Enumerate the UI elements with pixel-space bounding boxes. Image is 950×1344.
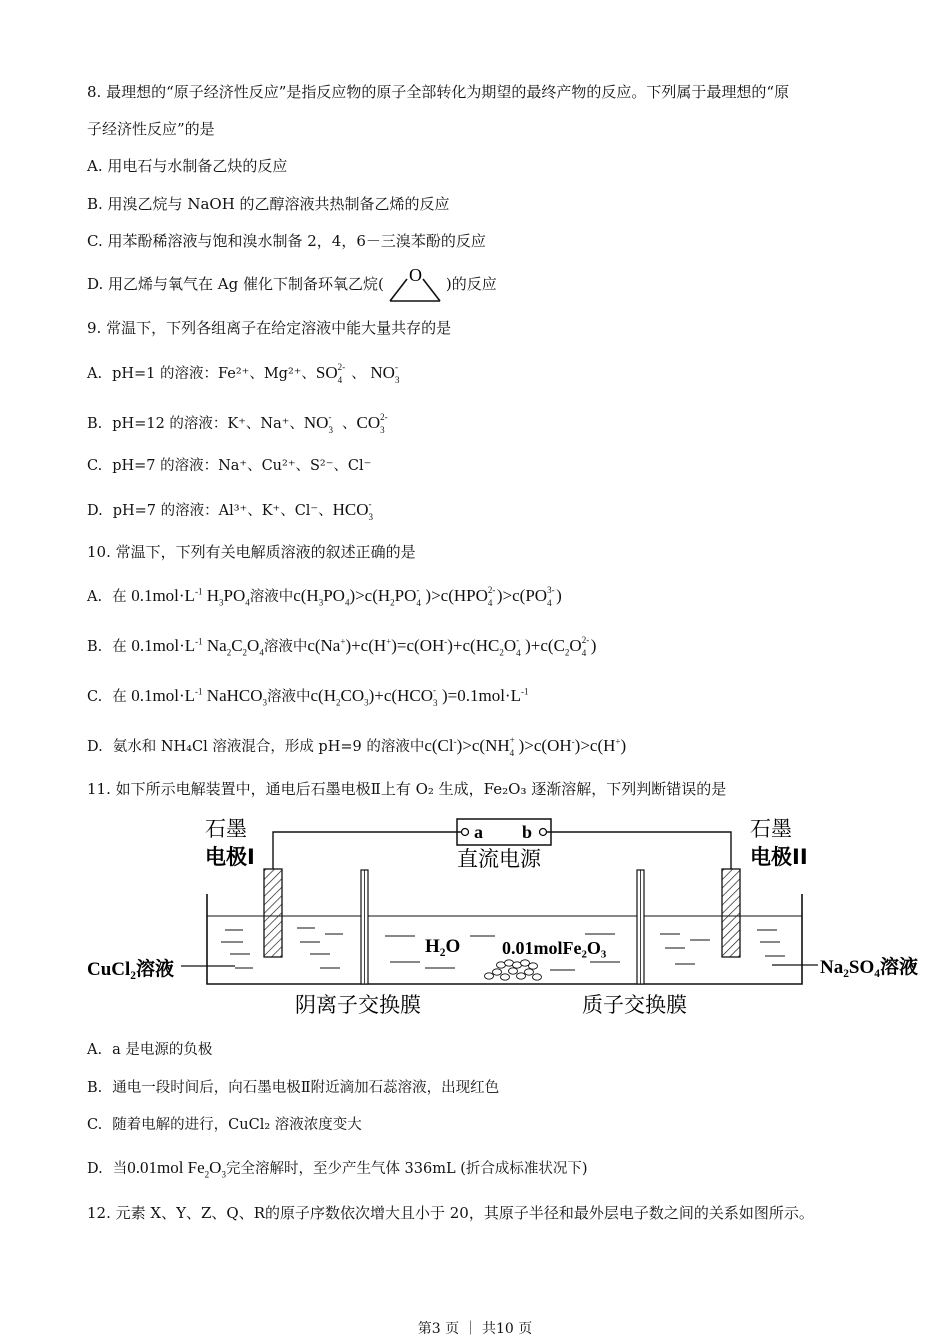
q10-option-d-label: D. [87,739,103,755]
concentration-unit: 0.1mol·L [131,586,195,605]
q11-option-b-label: B. [87,1080,103,1096]
q11-option-a [87,1040,212,1060]
q11-option-c [87,1115,362,1135]
q10-in: 在 [112,589,127,605]
q10-option-c [87,683,528,710]
q10-in: 在 [112,689,127,705]
q9-option-b-text: pH=12 的溶液：K⁺、Na⁺、 [112,416,304,432]
q10-solution-text: 溶液中 [263,639,308,655]
wire-left [273,832,461,869]
epoxide-bond-right [423,279,440,301]
q9-option-a-text: pH=1 的溶液：Fe²⁺、Mg²⁺、 [112,366,316,382]
q8-option-d-pre: D. 用乙烯与氧气在 Ag 催化下制备环氧乙烷( [87,275,384,293]
power-supply-box [457,819,551,845]
q12-stem: 12. 元素 X、Y、Z、Q、R的原子序数依次增大且小于 20，其原子半径和最外层电子数之间的关系如图所示。 [87,1204,814,1222]
proton-membrane-label: 质子交换膜 [582,993,687,1017]
q11-d-formula: 0.01mol $Fe_2O_3$ [127,1158,226,1180]
q11-option-a-label: A. [87,1042,103,1058]
q9-option-c-text: pH=7 的溶液：Na⁺、Cu²⁺、S²⁻、Cl⁻ [112,458,372,474]
q10-option-b-label: B. [87,639,103,655]
power-label-b: b [522,822,533,842]
nitrate-ion: NO - 3 [303,412,333,436]
q10-option-b [87,633,596,660]
q9-option-a: A. pH=1 的溶液：Fe²⁺、Mg²⁺、SO 2- 4 、 NO - 3 [87,360,404,387]
wire-right [547,832,731,869]
sulfate-ion: SO 2- 4 [315,362,346,386]
q11-option-d-post: 完全溶解时，至少产生气体 336mL (折合成标准状况下) [225,1161,588,1177]
epoxide-structure [384,265,446,305]
q9-option-d-label: D. [87,503,103,519]
epoxide-bond-left [390,279,407,301]
q8-option-c: C. 用苯酚稀溶液与饱和溴水制备 2，4，6－三溴苯酚的反应 [87,232,486,250]
graphite-electrode-2 [722,869,740,957]
q11-option-d [87,1155,588,1182]
right-solution-label: Na₂SO₄溶液 [820,957,918,978]
q8-option-b: B. 用溴乙烷与 NaOH 的乙醇溶液共热制备乙烯的反应 [87,195,450,213]
q11-option-d-label: D. [87,1161,103,1177]
left-solution-label: CuCl₂溶液 [87,959,174,980]
q9-option-a-label: A. [87,366,103,382]
concentration-unit: 0.1mol·L [131,686,196,705]
q10-solution-text: 溶液中 [249,589,294,605]
concentration-unit: 0.1mol·L [131,636,196,655]
electrode2-label-line1: 石墨 [750,817,792,841]
power-supply-label: 直流电源 [457,847,541,871]
carbonate-ion: CO 2- 3 [356,412,388,436]
page-footer: 第3 页 ｜ 共10 页 [417,1321,533,1337]
anion-membrane-label: 阴离子交换膜 [295,993,421,1017]
q9-option-c [87,456,371,476]
electrode1-label-line1: 石墨 [205,817,247,841]
q8-stem-line2: 子经济性反应”的是 [87,120,215,138]
q8-option-d-post: )的反应 [445,275,497,293]
q11-option-a-text: a 是电源的负极 [112,1042,213,1058]
q8-option-d [87,265,497,305]
q10-a-relation: $c(H_3PO_4)>c(H_2PO$ - 4 )>c(HPO 2- 4 )>c(PO 3- 4 ) [293,585,562,609]
q11-option-b [87,1078,499,1098]
bicarbonate-ion: HCO - 3 [332,499,373,523]
graphite-electrode-1 [264,869,282,957]
q11-option-c-text: 随着电解的进行，CuCl₂ 溶液浓度变大 [112,1117,362,1133]
q10-option-a-label: A. [87,589,103,605]
q9-option-d [87,497,377,524]
epoxide-oxygen: O [408,265,422,285]
q10-option-a [87,583,562,610]
q10-c-formula: $0.1mol\cdot L^{-1}$ NaHCO$_3$ [131,686,268,708]
middle-water-label: H₂O [425,936,461,957]
q8-stem-line1: 8. 最理想的“原子经济性反应”是指反应物的原子全部转化为期望的最终产物的反应。下列属于最理想的“原 [87,83,790,101]
middle-oxide-label: 0.01molFe₂O₃ [502,938,607,958]
q9-stem: 9. 常温下，下列各组离子在给定溶液中能大量共存的是 [87,319,452,337]
q11-option-b-text: 通电一段时间后，向石墨电极Ⅱ附近滴加石蕊溶液，出现红色 [112,1080,500,1096]
q9-option-b-label: B. [87,416,103,432]
q11-option-c-label: C. [87,1117,103,1133]
q10-option-c-label: C. [87,689,103,705]
q10-d-relation: c(Cl-)>c(NH + 4 )>c(OH-)>c(H+) [424,735,627,759]
q10-option-d-text: 氨水和 NH₄Cl 溶液混合，形成 pH=9 的溶液中 [112,739,425,755]
q10-solution-text: 溶液中 [267,689,311,705]
q10-a-formula: $0.1mol\cdot L^{-1}$ $H_3PO_4$ [131,586,250,608]
q9-option-d-text: pH=7 的溶液：Al³⁺、K⁺、Cl⁻、 [112,503,333,519]
q11-option-d-pre: 当 [112,1161,128,1177]
electrode1-label-line2: 电极I [205,845,255,869]
q8-option-a: A. 用电石与水制备乙炔的反应 [87,157,288,175]
q10-in: 在 [112,639,127,655]
power-terminal-b [540,829,547,836]
q10-b-formula: $0.1mol\cdot L^{-1}$ $Na_2C_2O_4$ [131,636,264,658]
q10-c-relation: $c(H_2CO_3)+c(HCO$ - 3 )$=0.1mol\cdot L^{-1}$ [310,685,529,709]
electrode2-label-line2: 电极II [750,845,808,869]
q10-b-relation: $c(Na^+)+c(H^+)=c(OH^-)+c(HC_2O$ - 4 )$+c(C_2O$ 2- 4 ) [307,635,597,659]
nitrate-ion: NO - 3 [370,362,400,386]
q9-option-c-label: C. [87,458,103,474]
q10-option-d [87,733,626,760]
q9-option-b: B. pH=12 的溶液：K⁺、Na⁺、NO - 3 、CO 2- 3 [87,412,388,436]
power-label-a: a [474,822,483,842]
power-terminal-a [462,829,469,836]
q11-stem: 11. 如下所示电解装置中，通电后石墨电极Ⅱ上有 O₂ 生成，Fe₂O₃ 逐渐溶解，下列判断错误的是 [87,780,727,798]
fe2o3-particles [485,960,542,980]
electrolysis-diagram [85,812,945,1027]
q10-stem: 10. 常温下，下列有关电解质溶液的叙述正确的是 [87,543,416,561]
